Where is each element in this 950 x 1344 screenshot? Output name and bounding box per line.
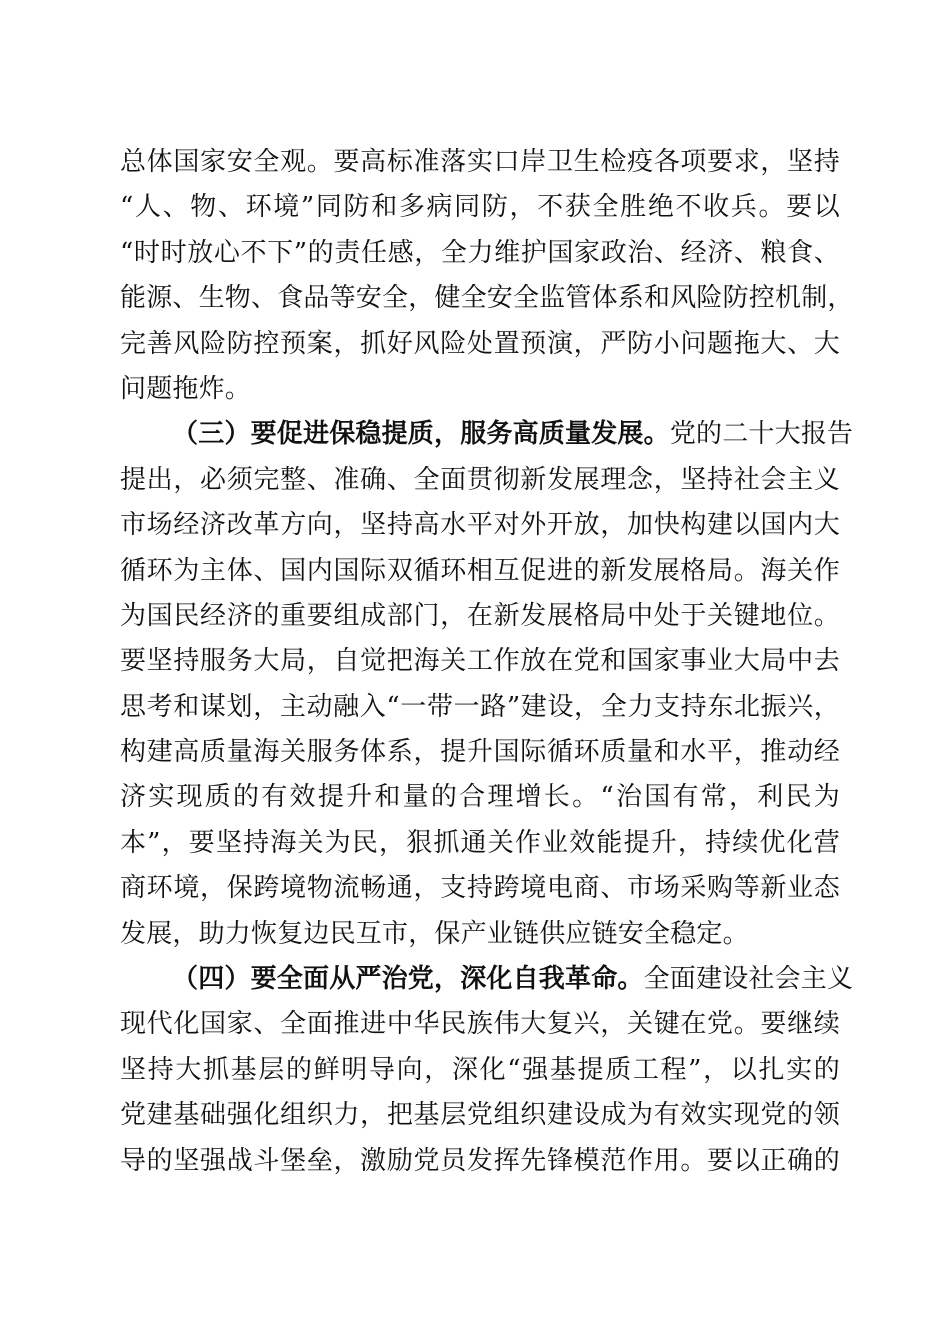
text-line: 为国民经济的重要组成部门，在新发展格局中处于关键地位。 (120, 600, 840, 631)
section-heading: （三）要促进保稳提质，服务高质量发展。 (172, 419, 670, 450)
text-line: 要坚持服务大局，自觉把海关工作放在党和国家事业大局中去 (120, 646, 840, 677)
text-line: 完善风险防控预案，抓好风险处置预演，严防小问题拖大、大 (120, 328, 840, 359)
section-heading: （四）要全面从严治党，深化自我革命。 (172, 964, 644, 995)
text-line: 提出，必须完整、准确、全面贯彻新发展理念，坚持社会主义 (120, 464, 840, 495)
text-line: “人、物、环境”同防和多病同防，不获全胜绝不收兵。要以 (120, 192, 840, 223)
text-line: “时时放心不下”的责任感，全力维护国家政治、经济、粮食、 (120, 237, 840, 268)
text-line: 问题拖炸。 (120, 373, 252, 404)
text-line: 总体国家安全观。要高标准落实口岸卫生检疫各项要求，坚持 (120, 147, 840, 177)
text-line: 济实现质的有效提升和量的合理增长。“治国有常，利民为 (120, 782, 840, 813)
text-line: 导的坚强战斗堡垒，激励党员发挥先锋模范作用。要以正确的 (120, 1145, 840, 1176)
text-fragment: 全面建设社会主义 (643, 964, 854, 995)
text-line: 发展，助力恢复边民互市，保产业链供应链安全稳定。 (120, 918, 749, 949)
text-line: 党建基础强化组织力，把基层党组织建设成为有效实现党的领 (120, 1100, 840, 1131)
paragraph-high-quality-development (120, 412, 854, 957)
text-line: 现代化国家、全面推进中华民族伟大复兴，关键在党。要继续 (120, 1009, 840, 1040)
text-line: 能源、生物、食品等安全，健全安全监管体系和风险防控机制， (120, 283, 854, 314)
paragraph-national-security (120, 140, 854, 412)
text-line (120, 412, 854, 457)
text-line: 市场经济改革方向，坚持高水平对外开放，加快构建以国内大 (120, 510, 840, 541)
text-line (120, 957, 854, 1002)
text-fragment: 党的二十大报告 (669, 419, 854, 450)
text-line: 坚持大抓基层的鲜明导向，深化“强基提质工程”，以扎实的 (120, 1054, 840, 1085)
document-page (120, 140, 854, 1184)
text-line: 思考和谋划，主动融入“一带一路”建设，全力支持东北振兴， (120, 691, 840, 722)
paragraph-party-governance (120, 957, 854, 1184)
text-line: 商环境，保跨境物流畅通，支持跨境电商、市场采购等新业态 (120, 873, 840, 904)
text-line: 本”，要坚持海关为民，狠抓通关作业效能提升，持续优化营 (120, 827, 840, 858)
text-line: 循环为主体、国内国际双循环相互促进的新发展格局。海关作 (120, 555, 840, 586)
text-line: 构建高质量海关服务体系，提升国际循环质量和水平，推动经 (120, 737, 840, 768)
